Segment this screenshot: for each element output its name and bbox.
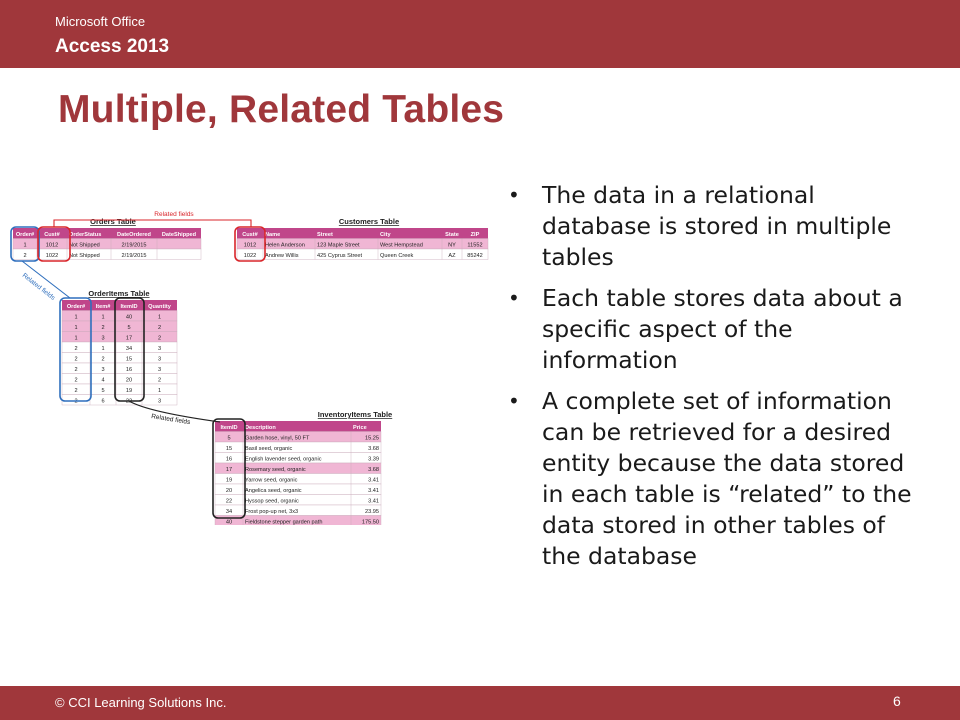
customers-table-cell: NY bbox=[448, 242, 456, 249]
orderitems-table-cell: 17 bbox=[125, 335, 133, 342]
customers-table-cell: 1022 bbox=[243, 253, 257, 260]
orderitems-table-cell: 3 bbox=[157, 367, 162, 374]
customers-table-cell: Queen Creek bbox=[380, 253, 414, 260]
orderitems-table-cell: 2 bbox=[157, 377, 162, 384]
inventory-table-cell: 3.41 bbox=[368, 498, 379, 505]
bullet-item bbox=[508, 283, 928, 376]
customers-table-cell: Andrew Willis bbox=[265, 253, 299, 260]
top-banner bbox=[0, 0, 960, 68]
inventory-table-cell: 23.95 bbox=[365, 509, 379, 516]
inventory-table-cell: 5 bbox=[227, 435, 231, 442]
orderitems-table-cell: 40 bbox=[125, 314, 133, 321]
orderitems-table-title: OrderItems Table bbox=[88, 289, 150, 298]
orderitems-table-cell: 2 bbox=[157, 335, 162, 342]
page-number: 6 bbox=[893, 693, 901, 709]
orderitems-table-cell: 19 bbox=[125, 388, 133, 395]
orderitems-table-cell: 2 bbox=[157, 325, 162, 332]
inventory-table-cell: 22 bbox=[225, 498, 233, 505]
customers-table-header-cell: City bbox=[380, 232, 391, 239]
inventory-table-cell: 3.41 bbox=[368, 488, 379, 495]
customers-table-header-cell: ZIP bbox=[470, 232, 480, 239]
bullet-text: Each table stores data about a specific aspect of the information bbox=[542, 284, 903, 374]
orderitems-table-cell: 15 bbox=[125, 356, 133, 363]
inventory-table-cell: 17 bbox=[225, 467, 233, 474]
inventory-table-cell: Yarrow seed, organic bbox=[245, 477, 298, 484]
inventory-table-cell: 175.50 bbox=[361, 519, 379, 525]
orderitems-table-cell: 4 bbox=[101, 377, 105, 384]
orders-table-header-cell: Cust# bbox=[44, 232, 60, 239]
inventory-table-cell: 15.25 bbox=[365, 435, 379, 442]
orderitems-table-cell: 3 bbox=[157, 398, 162, 405]
customers-table-header-cell: Street bbox=[317, 232, 333, 239]
inventory-table-cell: 19 bbox=[225, 477, 233, 484]
inventory-table-header-cell: Description bbox=[245, 425, 276, 432]
inventory-table-cell: Basil seed, organic bbox=[245, 446, 293, 453]
inventory-table-cell: Garden hose, vinyl, 50 FT bbox=[245, 435, 310, 442]
orderitems-table-cell: 2 bbox=[74, 367, 78, 374]
inventory-table-cell: English lavender seed, organic bbox=[245, 456, 322, 463]
customers-table-cell: 123 Maple Street bbox=[317, 242, 360, 249]
orderitems-table-header-cell: Item# bbox=[95, 304, 111, 311]
bullet-list bbox=[508, 180, 928, 582]
orderitems-table-cell: 1 bbox=[157, 314, 162, 321]
orderitems-table-cell: 1 bbox=[157, 388, 162, 395]
orderitems-table-cell: 3 bbox=[157, 356, 162, 363]
customers-table-header-cell: State bbox=[445, 232, 459, 239]
orders-table-header-cell: Order# bbox=[15, 232, 35, 239]
customers-table-cell: Helen Anderson bbox=[265, 242, 305, 249]
orders-table-cell: 2/19/2015 bbox=[121, 253, 147, 260]
bullet-text: The data in a relational database is stored in multiple tables bbox=[542, 181, 892, 271]
inventory-table-cell: Frost pop-up net, 3x3 bbox=[245, 509, 299, 516]
orders-table-cell: 1 bbox=[23, 242, 27, 249]
bullet-dot-icon: • bbox=[508, 183, 520, 207]
related-fields-label: Related fields bbox=[150, 413, 191, 427]
orderitems-table-cell: 2 bbox=[74, 356, 78, 363]
orderitems-table-cell: 2 bbox=[74, 377, 78, 384]
orderitems-table-cell: 2 bbox=[74, 388, 78, 395]
orderitems-table-cell: 16 bbox=[125, 367, 133, 374]
inventory-table-cell: 3.68 bbox=[368, 446, 379, 453]
inventory-table-header-cell: ItemID bbox=[220, 425, 238, 432]
inventory-table-row bbox=[215, 474, 381, 485]
inventory-table-cell: Hyssop seed, organic bbox=[245, 498, 299, 505]
orderitems-table-cell: 20 bbox=[125, 377, 133, 384]
inventory-table-cell: Angelica seed, organic bbox=[245, 488, 302, 495]
orderitems-table-cell: 1 bbox=[101, 346, 105, 353]
customers-table-cell: 85242 bbox=[467, 253, 483, 260]
orders-table-title: Orders Table bbox=[90, 217, 136, 226]
orderitems-table-cell: 3 bbox=[157, 346, 162, 353]
custnum-connector bbox=[54, 220, 251, 227]
orderitems-table-header-cell: ItemID bbox=[120, 304, 138, 311]
orderitems-table-cell: 2 bbox=[74, 398, 78, 405]
diagram-canvas bbox=[8, 190, 508, 525]
customers-table-title: Customers Table bbox=[338, 217, 400, 226]
orderitems-table-cell: 3 bbox=[101, 335, 105, 342]
orders-table-cell: 1022 bbox=[45, 253, 59, 260]
inventory-table-cell: 3.39 bbox=[368, 456, 379, 463]
orderitems-table-cell: 5 bbox=[101, 388, 105, 395]
orders-table-cell: Not Shipped bbox=[69, 242, 100, 249]
orderitems-table-cell: 22 bbox=[125, 398, 133, 405]
bullet-dot-icon: • bbox=[508, 286, 520, 310]
inventory-table-row bbox=[215, 442, 381, 453]
bullet-item bbox=[508, 386, 928, 572]
related-tables-diagram bbox=[8, 190, 508, 525]
customers-table-cell: AZ bbox=[448, 253, 456, 260]
product-label: Access 2013 bbox=[55, 36, 170, 57]
bullet-text: A complete set of information can be retrieved for a desired entity because the data stored in each table is “related” to the data stored in other tables of the database bbox=[542, 387, 912, 570]
orders-table-row bbox=[13, 249, 201, 260]
orderitems-table-cell: 1 bbox=[74, 335, 78, 342]
orderitems-table-cell: 5 bbox=[127, 325, 131, 332]
orderitems-table-cell: 3 bbox=[101, 367, 105, 374]
orders-table-cell: Not Shipped bbox=[69, 253, 100, 260]
orders-table-cell: 2 bbox=[23, 253, 27, 260]
orders-table-header-cell: DateOrdered bbox=[117, 232, 151, 239]
inventory-table-cell: 40 bbox=[225, 519, 233, 525]
inventory-table-header-cell: Price bbox=[353, 425, 367, 432]
orders-table-header-cell: OrderStatus bbox=[69, 232, 102, 239]
inventory-table-cell: Fieldstone stepper garden path bbox=[245, 519, 323, 525]
inventory-table-cell: Rosemary seed, organic bbox=[245, 467, 306, 474]
customers-table-cell: West Hempstead bbox=[380, 242, 423, 249]
orders-table-cell: 1012 bbox=[45, 242, 59, 249]
bullet-dot-icon: • bbox=[508, 389, 520, 413]
copyright-text: © CCI Learning Solutions Inc. bbox=[55, 695, 227, 710]
orderitems-table-cell: 1 bbox=[101, 314, 105, 321]
brand-label: Microsoft Office bbox=[55, 14, 146, 29]
customers-table-cell: 1012 bbox=[243, 242, 257, 249]
orderitems-table-cell: 1 bbox=[74, 325, 78, 332]
related-fields-label: Related fields bbox=[154, 211, 194, 218]
bullet-item bbox=[508, 180, 928, 273]
inventory-table-cell: 3.41 bbox=[368, 477, 379, 484]
orderitems-table-cell: 1 bbox=[74, 314, 78, 321]
orders-table-row bbox=[13, 239, 201, 250]
slide-title: Multiple, Related Tables bbox=[58, 88, 505, 131]
customers-table-header-cell: Cust# bbox=[242, 232, 258, 239]
orderitems-table-cell: 2 bbox=[74, 346, 78, 353]
inventory-table-title: InventoryItems Table bbox=[317, 410, 393, 419]
customers-table-header-cell: Name bbox=[265, 232, 281, 239]
orders-table-header-cell: DateShipped bbox=[161, 232, 197, 239]
footer-banner bbox=[0, 686, 960, 720]
orderitems-table-cell: 2 bbox=[101, 356, 105, 363]
orderitems-table-cell: 6 bbox=[101, 398, 105, 405]
inventory-table-cell: 34 bbox=[225, 509, 233, 516]
customers-table-cell: 425 Cyprus Street bbox=[317, 253, 363, 260]
orders-table-cell: 2/19/2015 bbox=[121, 242, 147, 249]
orderitems-table-header-cell: Order# bbox=[66, 304, 86, 311]
customers-table-cell: 11552 bbox=[467, 242, 483, 249]
orderitems-table-cell: 2 bbox=[101, 325, 105, 332]
inventory-table-cell: 20 bbox=[225, 488, 233, 495]
inventory-table-cell: 3.68 bbox=[368, 467, 379, 474]
orderitems-table-cell: 34 bbox=[125, 346, 133, 353]
inventory-table-cell: 16 bbox=[225, 456, 233, 463]
inventory-table-cell: 15 bbox=[225, 446, 233, 453]
related-fields-label: Related fields bbox=[20, 272, 57, 302]
orderitems-table-header-cell: Quantity bbox=[148, 304, 171, 311]
